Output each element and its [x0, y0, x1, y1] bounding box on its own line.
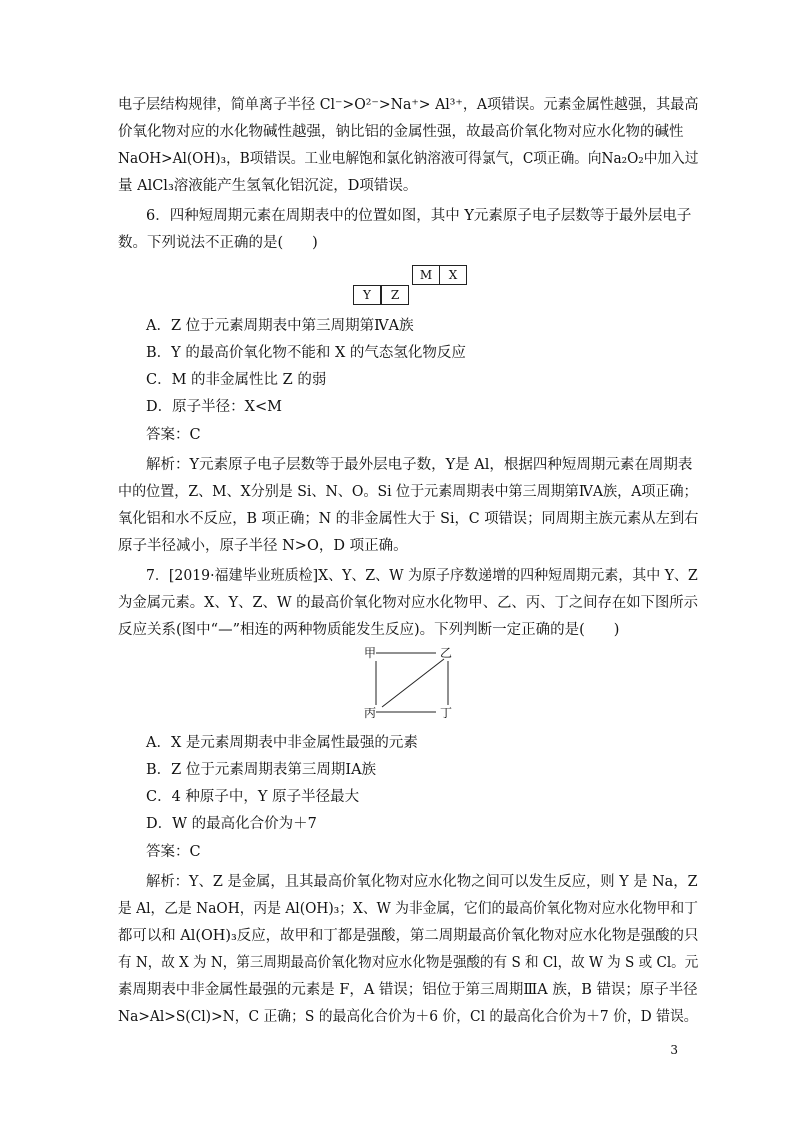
text-line: 电子层结构规律，简单离子半径 Cl⁻>O²⁻>Na⁺> Al³⁺，A项错误。元素金属性越强，其最高	[118, 97, 699, 113]
label-bing: 丙	[364, 706, 377, 720]
q6-analysis: 氧化铝和水不反应，B 项正确；N 的非金属性大于 Si，C 项错误；同周期主族元素从左到右	[118, 511, 699, 527]
q7-stem: 7．[2019·福建毕业班质检]X、Y、Z、W 为原子序数递增的四种短周期元素，其中 Y、Z	[146, 568, 698, 584]
q7-analysis: 解析：Y、Z 是金属，且其最高价氧化物对应水化物之间可以发生反应，则 Y 是 Na，Z	[146, 874, 698, 890]
q6-option-c: C．M 的非金属性比 Z 的弱	[146, 372, 327, 388]
text-line: 价氧化物对应的水化物碱性越强，钠比铝的金属性强，故最高价氧化物对应水化物的碱性	[118, 124, 684, 140]
q6-option-d: D．原子半径：X<M	[146, 399, 282, 415]
q6-option-a: A．Z 位于元素周期表中第三周期第ⅣA族	[146, 318, 414, 334]
q6-analysis: 解析：Y元素原子电子层数等于最外层电子数，Y是 Al，根据四种短周期元素在周期表	[146, 457, 693, 473]
table-cell-x: X	[439, 265, 467, 285]
q6-stem: 数。下列说法不正确的是( )	[118, 235, 318, 251]
q6-analysis: 中的位置，Z、M、X分别是 Si、N、O。Si 位于元素周期表中第三周期第ⅣA族，A项正确；	[118, 484, 698, 500]
q6-answer: 答案：C	[146, 427, 201, 443]
text-line: NaOH>Al(OH)₃，B项错误。工业电解饱和氯化钠溶液可得氯气，C项正确。向Na₂O₂中加入过	[118, 151, 699, 167]
page-number: 3	[670, 1043, 678, 1057]
label-ding: 丁	[440, 706, 453, 720]
text-line: 量 AlCl₃溶液能产生氢氧化铝沉淀，D项错误。	[118, 178, 418, 194]
q7-answer: 答案：C	[146, 844, 201, 860]
q6-stem: 6．四种短周期元素在周期表中的位置如图，其中 Y元素原子电子层数等于最外层电子	[146, 208, 692, 224]
table-cell-m: M	[412, 265, 440, 285]
q6-option-b: B．Y 的最高价氧化物不能和 X 的气态氢化物反应	[146, 345, 466, 361]
reaction-diagram	[364, 645, 464, 721]
label-yi: 乙	[440, 646, 453, 660]
label-jia: 甲	[364, 646, 377, 660]
q7-analysis: 有 N，故 X 为 N，第三周期最高价氧化物对应水化物是强酸的有 S 和 Cl，故 W 为 S 或 Cl。元	[118, 955, 699, 971]
q7-stem: 为金属元素。X、Y、Z、W 的最高价氧化物对应水化物甲、乙、丙、丁之间存在如下图所示	[118, 595, 699, 611]
q6-analysis: 原子半径减小，原子半径 N>O，D 项正确。	[118, 538, 408, 554]
q7-analysis: 都可以和 Al(OH)₃反应，故甲和丁都是强酸，第二周期最高价氧化物对应水化物是强酸的只	[118, 928, 699, 944]
q7-option-c: C．4 种原子中，Y 原子半径最大	[146, 789, 360, 805]
q7-analysis: Na>Al>S(Cl)>N，C 正确；S 的最高化合价为＋6 价，Cl 的最高化合价为＋7 价，D 错误。	[118, 1009, 698, 1025]
q7-stem: 反应关系(图中“—”相连的两种物质能发生反应)。下列判断一定正确的是( )	[118, 622, 620, 638]
q7-analysis: 素周期表中非金属性最强的元素是 F，A 错误；铝位于第三周期ⅢA 族，B 错误；原子半径	[118, 982, 698, 998]
q7-option-a: A．X 是元素周期表中非金属性最强的元素	[146, 735, 418, 751]
q7-analysis: 是 Al，乙是 NaOH，丙是 Al(OH)₃；X、W 为非金属，它们的最高价氧化物对应水化物甲和丁	[118, 901, 698, 917]
edge-yi-bing	[382, 659, 444, 707]
q7-option-b: B．Z 位于元素周期表第三周期ⅠA族	[146, 762, 377, 778]
q7-option-d: D．W 的最高化合价为＋7	[146, 816, 317, 832]
table-cell-y: Y	[353, 285, 381, 305]
table-cell-z: Z	[381, 285, 409, 305]
